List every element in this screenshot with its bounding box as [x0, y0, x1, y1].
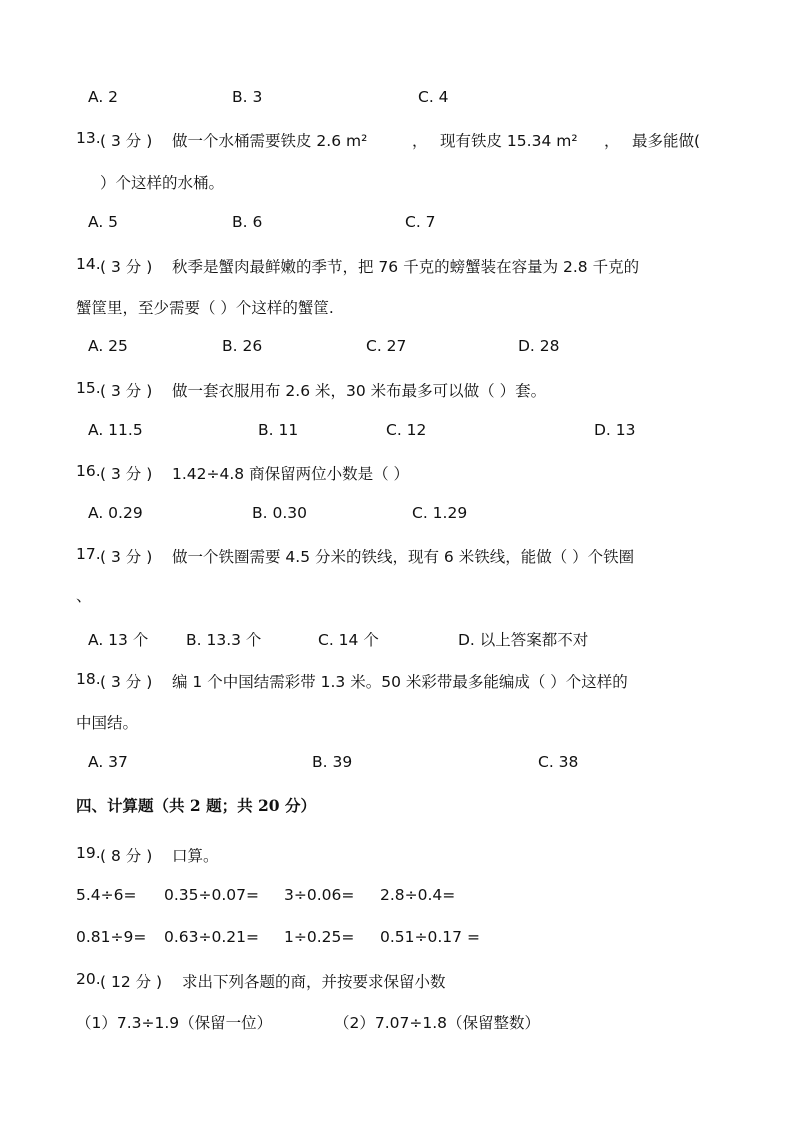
q17-text-line2: 、	[76, 587, 92, 605]
q14-option-b: B. 26	[222, 337, 263, 355]
q14-option-d: D. 28	[518, 337, 560, 355]
q16-number: 16.	[76, 462, 101, 480]
q17-option-d: D. 以上答案都不对	[458, 631, 589, 649]
q12-option-a: A. 2	[88, 88, 119, 106]
q17-option-c: C. 14 个	[318, 631, 379, 649]
q18-option-b: B. 39	[312, 753, 353, 771]
q13-text-1: 做一个水桶需要铁皮 2.6 m²	[172, 132, 368, 150]
q14-option-c: C. 27	[366, 337, 407, 355]
q20-item-2: （2）7.07÷1.8（保留整数）	[334, 1014, 541, 1032]
q16-option-a: A. 0.29	[88, 504, 143, 522]
q13-option-c: C. 7	[405, 213, 436, 231]
q19-number: 19.	[76, 844, 101, 862]
q18-text-line2: 中国结。	[76, 714, 139, 732]
q14-score: ( 3 分 )	[100, 258, 153, 276]
section-heading: 四、计算题（共 2 题；共 20 分）	[76, 796, 316, 815]
q19-text-line1: 口算。	[172, 847, 219, 865]
q13-text-5: 最多能做(	[632, 132, 701, 150]
q20-item-1: （1）7.3÷1.9（保留一位）	[76, 1014, 273, 1032]
q12-option-b: B. 3	[232, 88, 263, 106]
q13-text-4: ，	[604, 132, 620, 150]
q13-option-b: B. 6	[232, 213, 263, 231]
q14-option-a: A. 25	[88, 337, 128, 355]
q19-expr-2: 0.35÷0.07=	[164, 886, 259, 904]
q18-option-c: C. 38	[538, 753, 579, 771]
q16-text-line1: 1.42÷4.8 商保留两位小数是（ ）	[172, 465, 410, 483]
q15-score: ( 3 分 )	[100, 382, 153, 400]
q19-expr-4: 2.8÷0.4=	[380, 886, 456, 904]
q17-text-line1: 做一个铁圈需要 4.5 分米的铁线，现有 6 米铁线，能做（ ）个铁圈	[172, 548, 635, 566]
q15-number: 15.	[76, 379, 101, 397]
q13-number: 13.	[76, 129, 101, 147]
q16-option-b: B. 0.30	[252, 504, 307, 522]
q19-expr-7: 1÷0.25=	[284, 928, 355, 946]
q19-expr-5: 0.81÷9=	[76, 928, 147, 946]
q13-option-a: A. 5	[88, 213, 119, 231]
q18-text-line1: 编 1 个中国结需彩带 1.3 米。50 米彩带最多能编成（ ）个这样的	[172, 673, 628, 691]
q17-score: ( 3 分 )	[100, 548, 153, 566]
q18-score: ( 3 分 )	[100, 673, 153, 691]
q19-expr-1: 5.4÷6=	[76, 886, 137, 904]
q14-text-line2: 蟹筐里，至少需要（ ）个这样的蟹筐.	[76, 299, 334, 317]
q16-option-c: C. 1.29	[412, 504, 468, 522]
q18-option-a: A. 37	[88, 753, 128, 771]
q16-score: ( 3 分 )	[100, 465, 153, 483]
q13-text-line2: ）个这样的水桶。	[100, 174, 225, 192]
q13-text-2: ，	[412, 132, 428, 150]
q17-option-a: A. 13 个	[88, 631, 149, 649]
q15-option-b: B. 11	[258, 421, 299, 439]
q19-expr-6: 0.63÷0.21=	[164, 928, 259, 946]
q20-text-line1: 求出下列各题的商，并按要求保留小数	[182, 973, 446, 991]
q15-option-d: D. 13	[594, 421, 636, 439]
q19-score: ( 8 分 )	[100, 847, 153, 865]
q17-number: 17.	[76, 545, 101, 563]
q13-text-3: 现有铁皮 15.34 m²	[440, 132, 578, 150]
q14-text-line1: 秋季是蟹肉最鲜嫩的季节，把 76 千克的螃蟹装在容量为 2.8 千克的	[172, 258, 640, 276]
q17-option-b: B. 13.3 个	[186, 631, 262, 649]
q12-option-c: C. 4	[418, 88, 449, 106]
q15-option-c: C. 12	[386, 421, 427, 439]
q15-text-line1: 做一套衣服用布 2.6 米，30 米布最多可以做（ ）套。	[172, 382, 547, 400]
q15-option-a: A. 11.5	[88, 421, 143, 439]
q18-number: 18.	[76, 670, 101, 688]
q14-number: 14.	[76, 255, 101, 273]
q13-score: ( 3 分 )	[100, 132, 153, 150]
q19-expr-8: 0.51÷0.17 =	[380, 928, 480, 946]
q20-number: 20.	[76, 970, 101, 988]
q20-score: ( 12 分 )	[100, 973, 163, 991]
q19-expr-3: 3÷0.06=	[284, 886, 355, 904]
